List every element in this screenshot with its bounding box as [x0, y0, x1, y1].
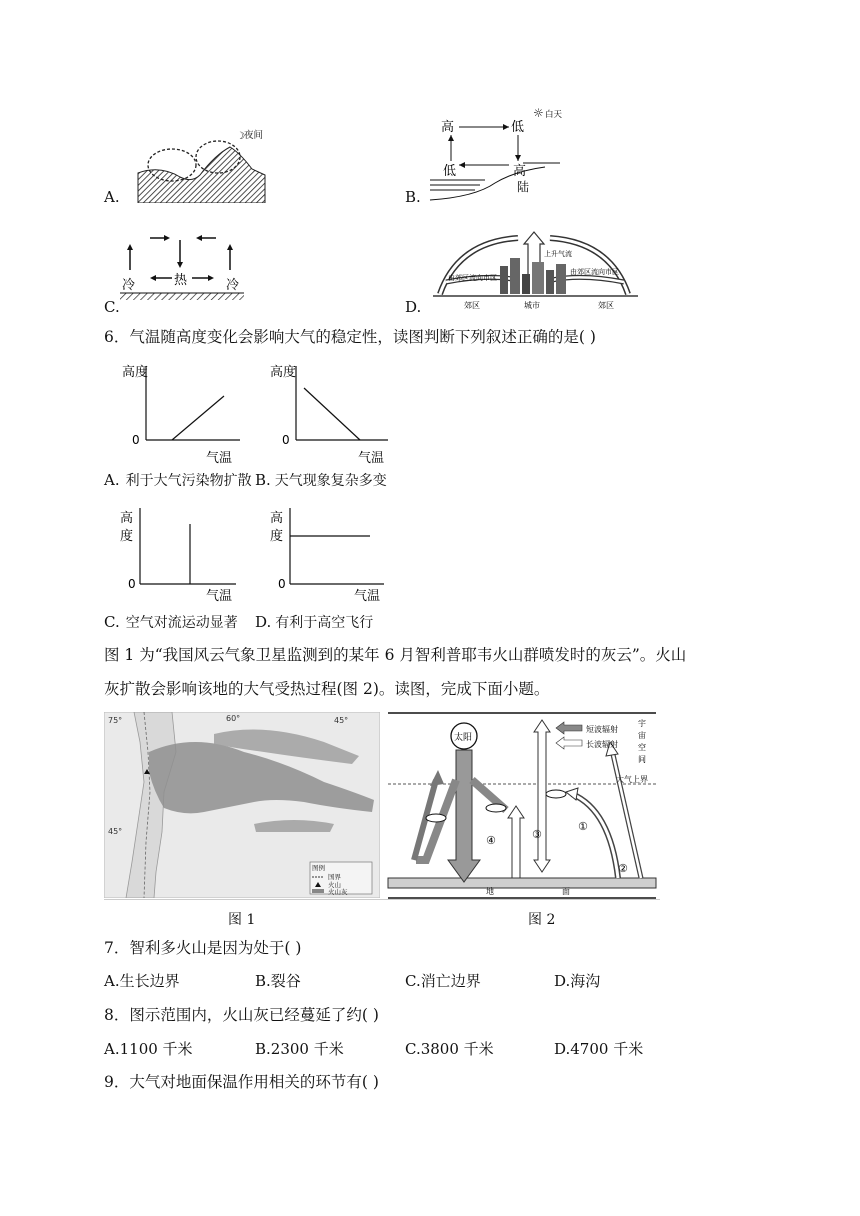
thermal-circulation-diagram	[118, 230, 248, 308]
svg-text:火山: 火山	[328, 881, 341, 889]
sea-breeze-diagram	[425, 105, 565, 203]
svg-text:60°: 60°	[226, 714, 241, 723]
svg-text:0: 0	[128, 577, 136, 591]
valley-breeze-diagram	[130, 125, 270, 203]
svg-text:图例: 图例	[312, 864, 325, 872]
q6-stem: 6．气温随高度变化会影响大气的稳定性，读图判断下列叙述正确的是( )	[104, 328, 596, 346]
num-3: ③	[532, 828, 542, 841]
label-high-top: 高	[441, 120, 455, 135]
label-day: 白天	[545, 110, 563, 120]
figure-divider	[104, 899, 660, 900]
svg-text:0: 0	[132, 433, 140, 447]
svg-text:度: 度	[270, 529, 284, 544]
graph-b	[262, 358, 392, 468]
q6-option-a: A. 利于大气污染物扩散	[104, 471, 252, 489]
svg-text:国界: 国界	[328, 873, 341, 881]
svg-text:高度: 高度	[122, 365, 149, 380]
option-d-letter: D.	[405, 298, 422, 316]
label-high-bottom: 高	[513, 164, 527, 179]
q8-option-d: D.4700 千米	[554, 1040, 644, 1058]
label-left-arc: 由郊区流向市区	[448, 274, 497, 282]
label-cold-right: 冷	[226, 278, 240, 293]
svg-text:气温: 气温	[206, 589, 233, 604]
svg-text:高度: 高度	[270, 365, 297, 380]
svg-text:空: 空	[638, 743, 646, 752]
graph-d	[262, 500, 392, 612]
legend-short: 短波辐射	[586, 725, 618, 734]
q7-stem: 7．智利多火山是因为处于( )	[104, 939, 302, 957]
label-atmosphere-top: 大气上界	[616, 775, 648, 784]
svg-text:☽: ☽	[236, 131, 245, 142]
intro-line-1: 图 1 为“我国风云气象卫星监测到的某年 6 月智利普耶韦火山群喷发时的灰云”。火山	[104, 646, 687, 664]
svg-text:☼: ☼	[533, 106, 544, 120]
option-b-letter: B.	[405, 188, 421, 206]
q7-option-c: C.消亡边界	[405, 972, 481, 990]
q6-option-d: D. 有利于高空飞行	[255, 613, 374, 631]
q9-stem: 9．大气对地面保温作用相关的环节有( )	[104, 1073, 379, 1091]
label-low-top: 低	[511, 120, 525, 135]
svg-text:气温: 气温	[354, 589, 381, 604]
svg-text:火山灰: 火山灰	[328, 888, 348, 896]
num-1: ①	[578, 820, 588, 833]
svg-text:75°: 75°	[108, 716, 123, 725]
svg-text:0: 0	[282, 433, 290, 447]
q8-stem: 8．图示范围内，火山灰已经蔓延了约( )	[104, 1006, 379, 1024]
svg-text:高: 高	[270, 511, 284, 526]
figure-2-atmosphere-heating	[386, 710, 660, 900]
svg-text:面: 面	[562, 887, 570, 896]
q8-option-a: A.1100 千米	[104, 1040, 193, 1058]
svg-text:高: 高	[120, 511, 134, 526]
graph-a	[118, 358, 248, 468]
svg-text:地: 地	[486, 887, 494, 896]
q8-option-b: B.2300 千米	[255, 1040, 344, 1058]
svg-text:气温: 气温	[358, 451, 385, 466]
svg-text:宙: 宙	[638, 731, 646, 740]
label-cold-left: 冷	[122, 278, 136, 293]
svg-text:宇: 宇	[638, 719, 646, 728]
q6-option-b: B. 天气现象复杂多变	[255, 471, 387, 489]
graph-c	[118, 500, 248, 612]
night-label: 夜间	[244, 130, 264, 141]
label-suburb-right: 郊区	[598, 301, 614, 310]
figure-2-caption: 图 2	[528, 912, 556, 928]
svg-text:45°: 45°	[108, 827, 123, 836]
num-2: ②	[618, 862, 628, 875]
intro-line-2: 灰扩散会影响该地的大气受热过程(图 2)。读图，完成下面小题。	[104, 680, 550, 698]
q8-option-c: C.3800 千米	[405, 1040, 494, 1058]
figure-1-caption: 图 1	[228, 912, 256, 928]
option-a-letter: A.	[104, 188, 120, 206]
label-heat: 热	[174, 273, 188, 288]
label-suburb-left: 郊区	[464, 301, 480, 310]
q6-option-c: C. 空气对流运动显著	[104, 613, 238, 631]
urban-heat-island-diagram	[428, 222, 643, 312]
q7-option-d: D.海沟	[554, 972, 601, 990]
label-low-bottom: 低	[443, 164, 457, 179]
svg-text:度: 度	[120, 529, 134, 544]
option-c-letter: C.	[104, 298, 120, 316]
figure-1-map	[104, 712, 380, 898]
label-rising: 上升气流	[544, 250, 572, 258]
svg-text:45°: 45°	[334, 716, 349, 725]
label-city: 城市	[524, 301, 540, 310]
q7-option-a: A.生长边界	[104, 972, 180, 990]
num-4: ④	[486, 834, 496, 847]
svg-text:0: 0	[278, 577, 286, 591]
q7-option-b: B.裂谷	[255, 972, 301, 990]
svg-text:间: 间	[638, 755, 646, 764]
sun-label: 太阳	[454, 733, 473, 743]
label-land: 陆	[517, 180, 530, 194]
legend-long: 长波辐射	[586, 740, 618, 749]
svg-text:气温: 气温	[206, 451, 233, 466]
label-right-arc: 由郊区流向市区	[570, 268, 619, 276]
